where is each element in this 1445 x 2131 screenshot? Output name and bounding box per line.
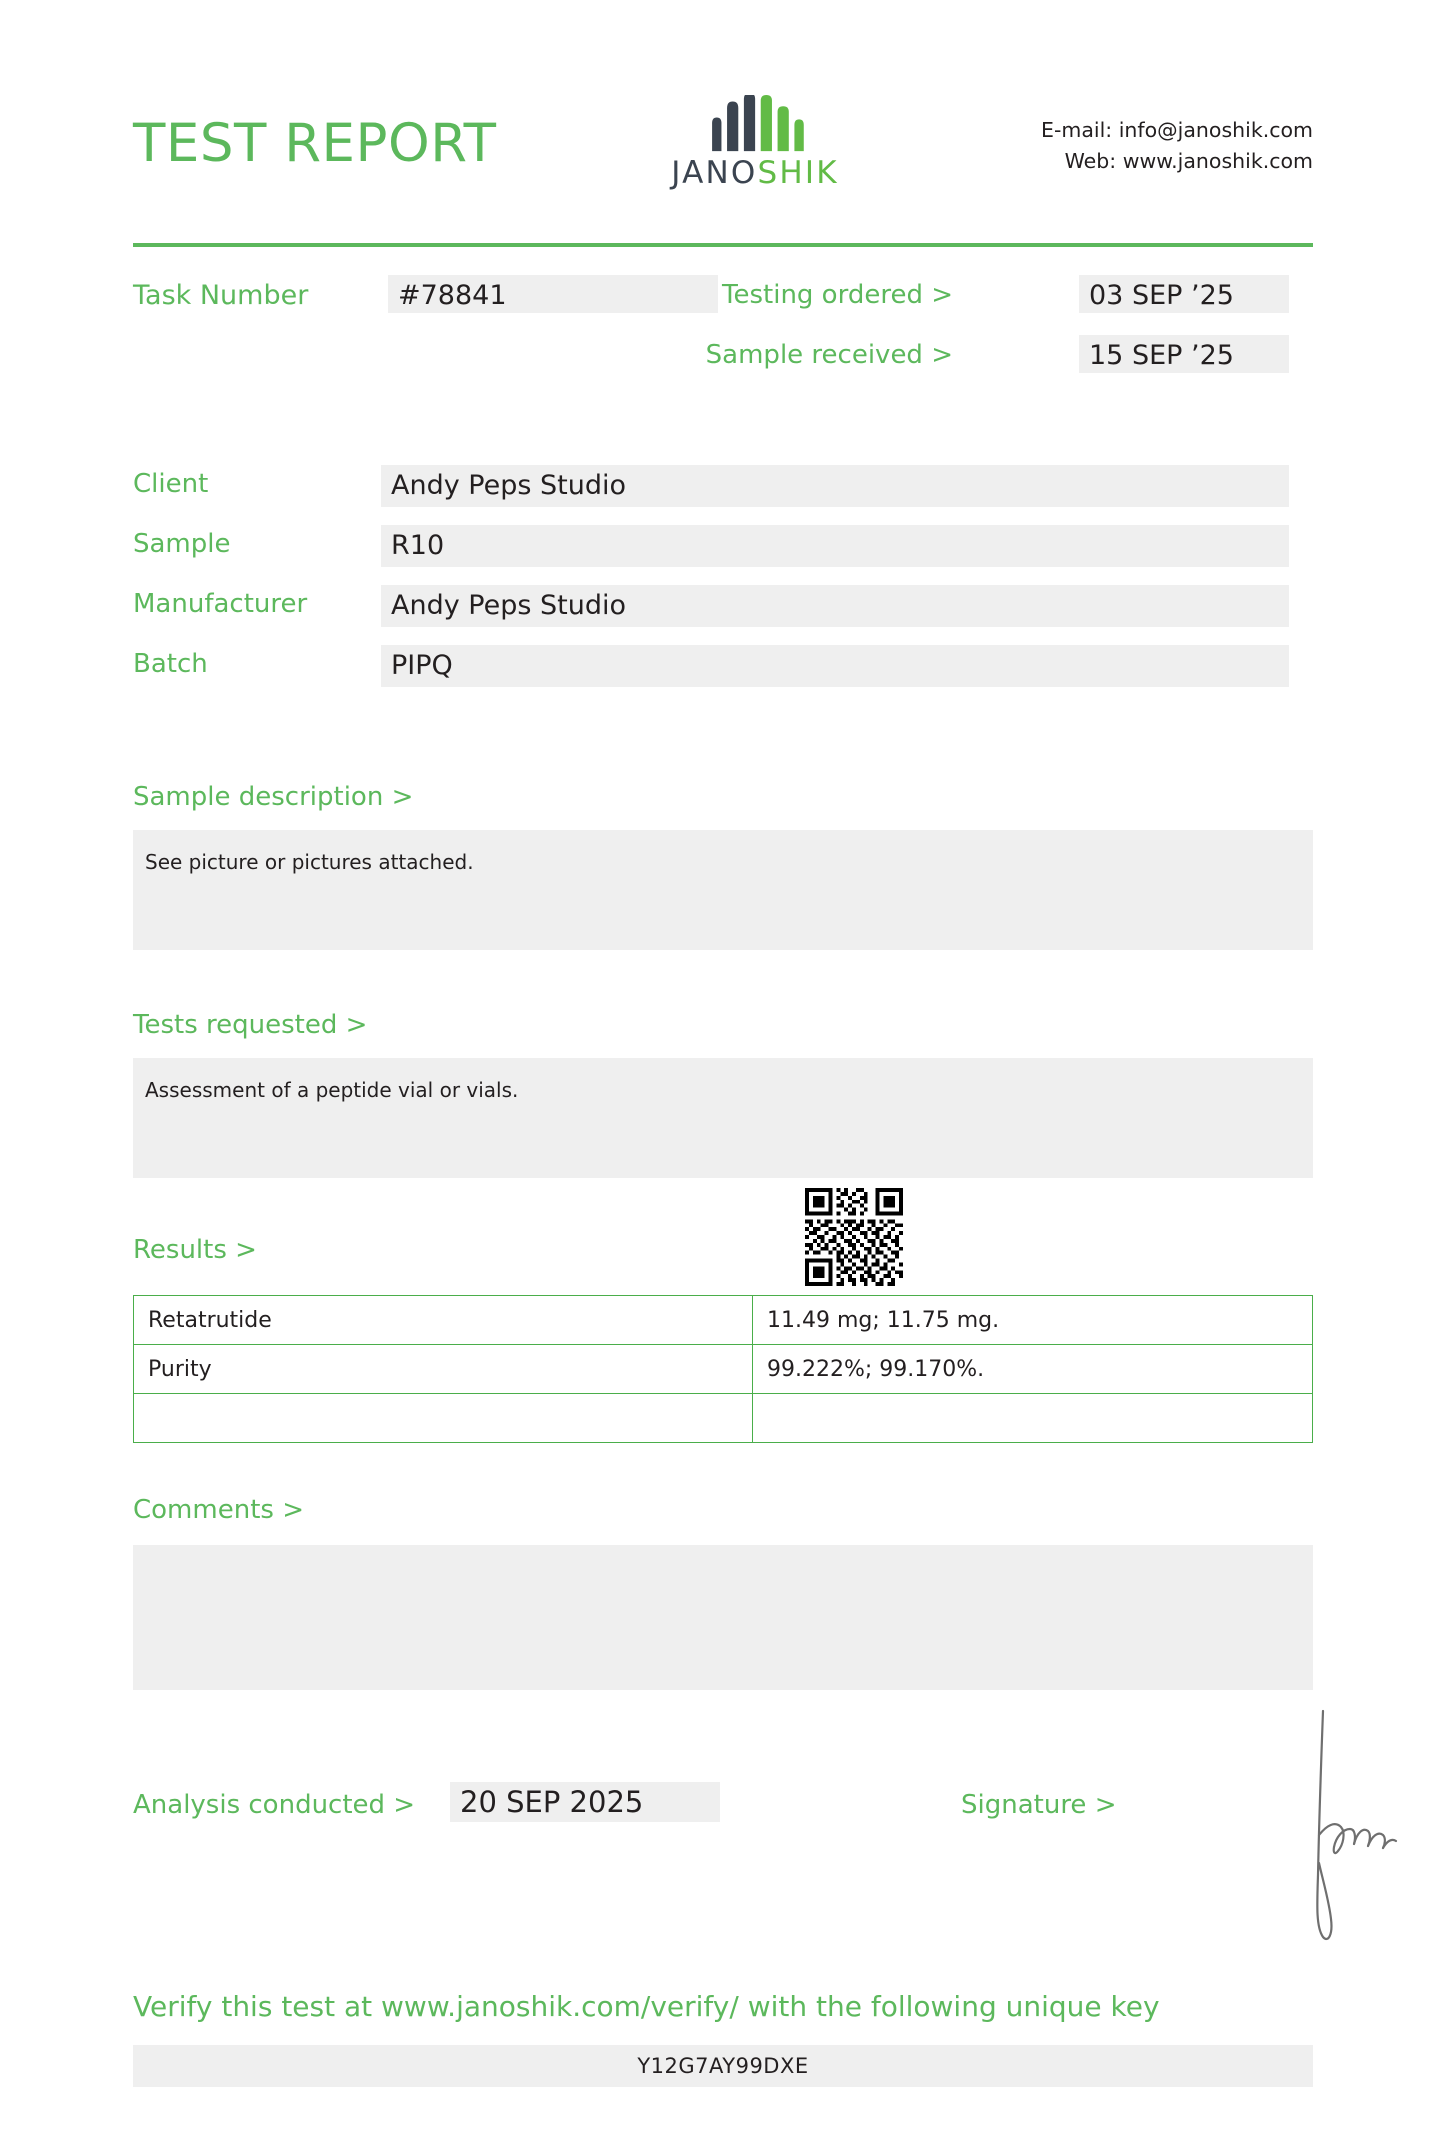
signature-label: Signature > [961, 1790, 1117, 1820]
report-header [133, 95, 1313, 205]
info-row-sample [133, 525, 1313, 569]
tests-requested-box [133, 1058, 1313, 1178]
sample-description-text: See picture or pictures attached. [145, 850, 474, 874]
mountain-logo-icon [699, 95, 811, 153]
info-label: Client [133, 469, 209, 499]
document-content [133, 0, 1313, 2131]
contact-info [1041, 115, 1313, 177]
sample-description-box [133, 830, 1313, 950]
analysis-conducted-date: 20 SEP 2025 [450, 1782, 720, 1822]
testing-ordered-value: 03 SEP ’25 [1079, 275, 1289, 313]
unique-key-value: Y12G7AY99DXE [133, 2045, 1313, 2087]
info-value: R10 [381, 525, 1289, 567]
sample-received-value: 15 SEP ’25 [1079, 335, 1289, 373]
verify-instructions: Verify this test at www.janoshik.com/verify/ with the following unique key [133, 1990, 1160, 2023]
table-row [134, 1296, 1313, 1345]
result-name [134, 1394, 753, 1443]
result-name: Retatrutide [134, 1296, 753, 1345]
tests-requested-title: Tests requested > [133, 1010, 368, 1040]
info-row-manufacturer [133, 585, 1313, 629]
tests-requested-text: Assessment of a peptide vial or vials. [145, 1078, 519, 1102]
qr-code-icon [805, 1188, 903, 1286]
table-row [134, 1345, 1313, 1394]
results-title: Results > [133, 1235, 257, 1265]
info-value: PIPQ [381, 645, 1289, 687]
result-name: Purity [134, 1345, 753, 1394]
page-title: TEST REPORT [133, 113, 497, 174]
info-row-client [133, 465, 1313, 509]
brand-wordmark-dark: JANO [671, 155, 758, 191]
sample-info-table [133, 465, 1313, 705]
brand-wordmark [625, 155, 885, 191]
testing-ordered-label: Testing ordered > [722, 280, 953, 310]
header-divider [133, 243, 1313, 247]
contact-email: E-mail: info@janoshik.com [1041, 118, 1313, 142]
results-table [133, 1295, 1313, 1443]
info-value: Andy Peps Studio [381, 585, 1289, 627]
contact-web: Web: www.janoshik.com [1064, 148, 1313, 173]
task-number-value: #78841 [388, 275, 718, 313]
info-value: Andy Peps Studio [381, 465, 1289, 507]
comments-box [133, 1545, 1313, 1690]
analysis-conducted-label: Analysis conducted > [133, 1790, 416, 1820]
sample-description-title: Sample description > [133, 782, 414, 812]
result-value: 11.49 mg; 11.75 mg. [753, 1296, 1313, 1345]
brand-wordmark-green: SHIK [757, 155, 839, 191]
signature-mark [1293, 1705, 1403, 1945]
info-label: Sample [133, 529, 231, 559]
table-row [134, 1394, 1313, 1443]
info-row-batch [133, 645, 1313, 689]
sample-received-label: Sample received > [705, 340, 953, 370]
info-label: Manufacturer [133, 589, 308, 619]
result-value [753, 1394, 1313, 1443]
brand-logo [625, 95, 885, 191]
task-number-label: Task Number [133, 280, 309, 311]
info-label: Batch [133, 649, 208, 679]
comments-title: Comments > [133, 1495, 304, 1525]
result-value: 99.222%; 99.170%. [753, 1345, 1313, 1394]
